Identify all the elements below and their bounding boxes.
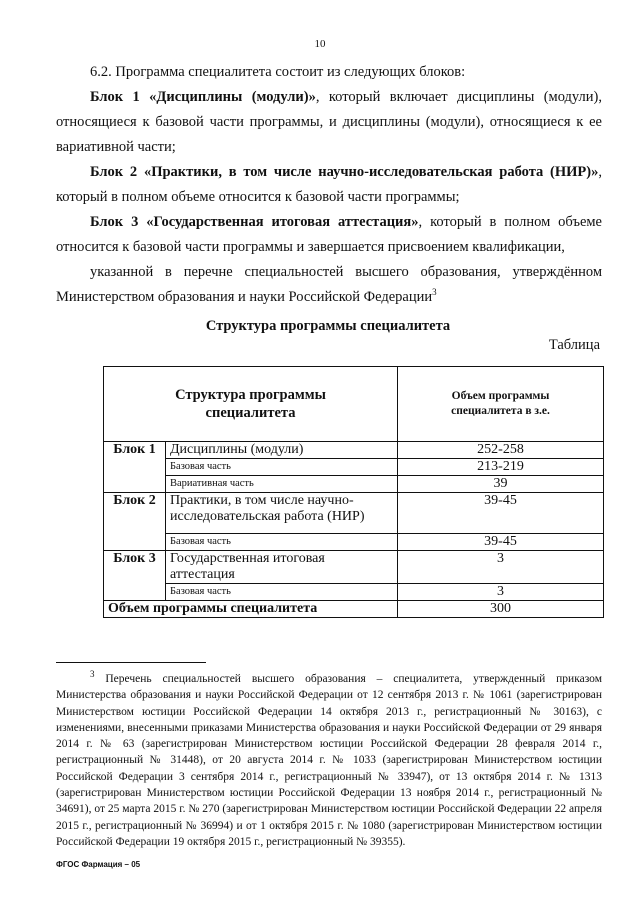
block-label: Блок 1 [104, 442, 166, 459]
block3-paragraph [56, 210, 602, 310]
footer-code: ФГОС Фармация – 05 [56, 860, 141, 869]
footnote-text: Перечень специальностей высшего образования – специалитета, утвержденный приказом Министерства образования и науки Российской Федерации от 12 сентября 2013 г. № 1061 (зарегистрирован Министерством юстиции Российской Федерации 14 октября 2013 г., регистрационный № 30163), с изменениями, внесенными приказами Министерства образования и науки Российской Федерации от 29 января 2014 г. № 63 (зарегистрирован Министерством юстиции Российской Федерации 28 февраля 2014 г., регистрационный № 31448), от 20 августа 2014 г. № 1033 (зарегистрирован Министерством юстиции Российской Федерации 3 сентября 2014 г., регистрационный № 33947), от 13 октября 2014 г. № 1313 (зарегистрирован Министерством юстиции Российской Федерации 13 ноября 2014 г., регистрационный № 34691), от 25 марта 2015 г. № 270 (зарегистрирован Министерством юстиции Российской Федерации 22 апреля 2015 г., регистрационный № 36994) и от 1 октября 2015 г. № 1080 (зарегистрирован Министерством юстиции Российской Федерации 19 октября 2015 г., регистрационный № 39355). [56, 673, 602, 848]
row-name: Государственная итоговая аттестация [166, 551, 398, 584]
table-row [104, 442, 604, 459]
block3-text-2: указанной в перечне специальностей высшего образования, утверждённом [90, 264, 602, 280]
table-row [104, 459, 604, 476]
table-row [104, 551, 604, 584]
row-name: Вариативная часть [166, 476, 398, 493]
block1-paragraph [56, 85, 602, 160]
table-row [104, 493, 604, 534]
row-value: 39-45 [398, 493, 604, 534]
row-value: 3 [398, 584, 604, 601]
block-label: Блок 2 [104, 493, 166, 534]
page-number: 10 [314, 38, 326, 50]
footnote-separator [56, 662, 206, 663]
row-value: 3 [398, 551, 604, 584]
table-header-row [104, 367, 604, 442]
header-volume: Объем программы специалитета в з.е. [398, 367, 604, 442]
block3-text-1: , который в полном объеме относится к базовой части программы и завершается присвоением квалификации, [56, 214, 602, 255]
intro-paragraph: 6.2. Программа специалитета состоит из следующих блоков: [90, 64, 466, 80]
block-label: Блок 3 [104, 551, 166, 584]
row-name: Практики, в том числе научно-исследовательская работа (НИР) [166, 493, 398, 534]
table-row [104, 534, 604, 551]
block1-title: Блок 1 «Дисциплины (модули)» [90, 89, 316, 105]
table-row [104, 584, 604, 601]
row-name: Базовая часть [166, 584, 398, 601]
table-title: Структура программы специалитета [205, 318, 451, 334]
block3-text-3: Министерством образования и науки Российской Федерации [56, 289, 433, 305]
total-value: 300 [398, 601, 604, 618]
row-value: 252-258 [398, 442, 604, 459]
row-value: 39 [398, 476, 604, 493]
table-label: Таблица [548, 337, 600, 353]
table-total-row [104, 601, 604, 618]
program-structure-table [103, 366, 604, 618]
block2-paragraph [56, 160, 602, 210]
footnote-marker: 3 [432, 287, 437, 298]
table-row [104, 476, 604, 493]
total-label: Объем программы специалитета [104, 601, 398, 618]
row-value: 213-219 [398, 459, 604, 476]
row-name: Дисциплины (модули) [166, 442, 398, 459]
block3-title: Блок 3 «Государственная итоговая аттестация» [90, 214, 419, 230]
row-value: 39-45 [398, 534, 604, 551]
row-name: Базовая часть [166, 534, 398, 551]
header-structure: Структура программы специалитета [104, 367, 398, 442]
block2-text: , который в полном объеме относится к базовой части программы; [56, 164, 602, 205]
block2-title: Блок 2 «Практики, в том числе научно-исследовательская работа (НИР)» [90, 164, 599, 180]
footnote-number: 3 [90, 669, 95, 680]
block1-text: , который включает дисциплины (модули), относящиеся к базовой части программы, и дисциплины (модули), относящиеся к ее вариативной части; [56, 89, 602, 155]
footnote [56, 671, 602, 850]
row-name: Базовая часть [166, 459, 398, 476]
